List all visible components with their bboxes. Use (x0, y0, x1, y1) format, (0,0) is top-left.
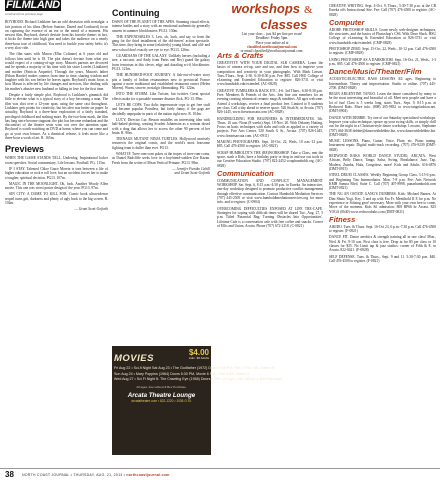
previews-heading: Previews (5, 144, 45, 155)
continued-note: continued from previous page (5, 12, 43, 16)
section-heading-arts-crafts: Arts & Crafts (217, 51, 264, 60)
class-listing: THE NG AN OSTATE GANG'S DUBBERS. Kids: Michael Barnes, At Dim Shuto Yogi, Key, 5 and up with Era Fr. Mentthold II 8 for p.m. No experience or Stiizing gear! necessary. More with your own free to come, Move of the moment. Kids Sil admission: 808 BP66 hr Arcata. 825 YOGA (0640) www.redwoodraks.com (DMT-0821) (329, 192, 436, 214)
review-paragraph: BOYHOOD. Richard Linklater has an odd obsession with nostalgia: a fair portion of his films (Before Sunrise, Dazed and Confused) focus on capturing the essence of an era or the mood of a moment. His newest film, Boyhood, doesn't deviate from his favorite theme; in fact, it kicks the theme into high gear and takes the audience on a nearly three-hour tour of childhood. You need to buckle your safety belts; it's a very slow ride. (5, 20, 108, 51)
class-listing: DANCE FIT. Dance aerobics & strength training all in one class! Mon., Wed. & Fri. 9-10 a.m. First class is free. Drop in for $5 per class or 10 classes for $35. No Limit tap & jazz studios: corner of Fifth & E. in Arcata. 822-0421. (F-0828) (329, 235, 436, 253)
footer-site-link: northcoastjournal.com (126, 472, 170, 477)
movies-ad-title: MOVIES (114, 353, 154, 364)
classifieds-right-column (329, 4, 436, 265)
continuing-item: INTO THE STORM. Like Twister, but twistier. Great special effects make for a passable summer disaster flick. PG-13. 89m. (112, 92, 210, 101)
continuing-column (112, 8, 210, 179)
class-listing: OVERCOMING DIFFICULTIES EXPOSED AT LIFE TRE-CAFE. Strategies for coping with difficult times will be shared Tue., Aug. 27, 5 p.m. Titled 'Financial Bag: Turning Obstacles Into Opportunities'. Lifetime Cafe is a conversation cafe with free coffee and snacks. Corner of Ellis and Union, Arcata. Phone (707) 672-2118. (C-0821) (217, 206, 323, 228)
filmland-logo: FILMLAND (6, 0, 60, 11)
page-footer (0, 468, 440, 480)
movies-ad-listing: Sun Aug 24 • Mary Poppins (1964) Doors 5:30 PM, Movie 6 PM • Film is $5, Rated G (114, 371, 250, 376)
continuing-item: WHAT IF. Twee rom-com pokes at the tropes of twee rom-coms, as Daniel Radcliffe seeks love in a boyfriend-sodden Zoe Kazan. Fresh from the writer of Mean Vertical Primate. PG13. 98m. (112, 152, 210, 165)
class-listing: COMMUNICATION AND CONFLICT MANAGEMENT WORKSHOP. Sat. Sept. 6, 8:15 a.m.-4:30 p.m. in Eureka. An interactive, one-day workshop designed to promote productive conflict management through effective communication. Contact Humboldt Mediation Services (707) 445-2505 or visit www.humboldtmediationservices.org for more info. and to register. (C-0904) (217, 178, 323, 205)
listing-instructions: List your class – just $4 per line per issue! Deadline: Friday 5pm. Place your online ad at classified.northcoastjournal.com or email classified@northcoastjournal.com. (240, 32, 304, 54)
movies-ad-address: arcatatheatre.com • 822-1220 • 1036 G St. (131, 398, 192, 403)
class-listing: USING PHOTOSHOP AS A DARKROOM. Sept. 16-Oct. 21, Weds., 1-3 p.m., $85. Call 476-4500 to register. (CMP-0821) (329, 57, 436, 66)
preview-item: IF I STAY. Talented Chloe Grace Moretz is torn between a life of higher education or rock n roll love, but an accident forces her to make a tougher, spiritual decision. PG13. 107m. (5, 166, 108, 180)
class-listing: DANCE WITH DEBBIE. Try one of our Saturday specialized workshops. Improve your salsa technique, spruce up your swing skills, or simply chill out for the night in a Christian-style dance workshop. Lessons, Stephanie (707) 464-3638 debbie@dancewithdebbie.biz, www.dancewithdebbie.biz. (DMT-0828) (329, 115, 436, 137)
section-heading-dance-music: Dance/Music/Theater/Film (329, 67, 422, 77)
class-listing: STEEL DRUM CLASSES. Weekly Beginning Group Class, 5:15-6 p.m. and Beginning Tim Intermediates. Mon. 7-8 p.m. Fee: Arts Network KMH Samoa Blvd. Suite C. Call (707) 407-8998, panarhumboldt.com (DMT-0821) (329, 173, 436, 191)
section-heading-computer: Computer (329, 17, 365, 27)
footer-text: NORTH COAST JOURNAL • THURSDAY, AUG. 21, 2014 • northcoastjournal.com (22, 472, 170, 477)
continuing-item: LET'S BE COPS. Two dolts impersonate cops to get free stuff and become popular. Pointless, but fairly funny, if the gags are decidedly unpopular in parts of the nation right now. R. 104m. (112, 103, 210, 116)
workshops-classes-header: workshops & classes List your class – just $4 per line per issue! Deadline: Friday 5pm. Place your online ad at classified.northcoastjournal.com or email classified@northcoastjournal.com. (217, 0, 327, 48)
preview-item: MAGIC IN THE MOONLIGHT. Oh, look. Another Woody Allen movie. This one was worst poster design of the year. PG13. 97m. (5, 181, 108, 191)
continuing-item: LUCY. Director Luc Besson muddles an interesting idea with half-baked plotting, wasting Scarlett Johansson as a woman dosed with a drug that allows her to access the other 90 percent of her brain. R. 90m. (112, 117, 210, 135)
continuing-item: TEENAGE MUTANT NINJA TURTLES. Hollywood unwisely resurrects the original comic, and the world's most fearsome fighting team is duller than ever. PG13. (112, 137, 210, 150)
classes-title: classes (260, 17, 308, 32)
class-listing: MAKING PHOTOGRAPHS. Sept. 10-Oct. 22, Weds, 10 a.m.-12 p.m. $85. Call 476-4500 to register. (AC-0821) (217, 140, 323, 149)
workshops-title: workshops (231, 1, 301, 16)
class-listing: SCRAP HUMBOLDT'S THE (RE)WORKSHOP. Take a Class, rent the space, stash a Kids, have a birthday party or drop in and use our tools in our Creative Education Studio. (707) 822-2452 scraphumboldt.org. (AC-0828) (217, 150, 323, 168)
movies-ad-note: All ages, free w/food & Bev Purchase. (136, 384, 187, 389)
class-listing: PHOTOSHOP ZERO. Sept. 15-Oct. 22, Weds., 10-12 p.m. Call 476-4500 to register. (CMP-0828) (329, 47, 436, 56)
continuing-item: GUARDIANS OF THE GALAXY. Unlikely heroes (including a tree, a raccoon, and Andy from Parks and Rec) guard the galaxy from terrorism in this clever, edgy and dazzling sci-fi blockbuster. PG13. 121m. (112, 54, 210, 71)
classifieds-left-column (217, 50, 323, 230)
class-listing: REDWOOD RAKS WORLD DANCE STUDIO, ARCATA. West African, Belly Dance, Tango, Salsa, Swing, Breakdance, Jazz, Tap, Modern, Zumba, Hula, Congolese, more! Kids and Adults. 616-4876 (DMT-0915) (329, 154, 436, 171)
movies-ad-price: $4.00 Adm. $5 Adults (188, 348, 209, 360)
review-paragraph: The film starts with Mason (Ellar Coltrane) at 6 years old and follows him until he is 18. The plot doesn't deviate from what you would expect of a coming-of-age story. Mason's parents are divorced and he spends a majority of his time with his sister Lorelei (Linklater) and mother (Patricia Arquette). Through the years, Mason's father (Ethan Hawke) makes cameos from time to time, sharing wisdom and laughter with his son before he leaves again. Boyhood's main focus is how Mason is affected by life changes and stressors, like dealing with his mother's abusive new husband or falling in love for the first time. (5, 52, 108, 91)
preview-item: WHEN THE GAME STANDS TALL. Underdog. Inspirational locker room speeches. Social commentary. Life lessons. Football. PG. 115m. (5, 156, 108, 165)
continuing-item: THE HUNDRED-FOOT JOURNEY. A fish-out-of-water story pits a family of Indian restaurateurs new to provincial France against a more traditional and established restaurant owner (Helen Mirren). Warm, sincere, nostalgic filmmaking. PG. 122m. (112, 73, 210, 91)
class-listing: CREATIVE TUMBLERS & BACK ETC. 4-6. 3rd Thurs., 6:30-8:30 p.m. Free. Members & Friends of the Arts. Join fine arts members for an evening creating whimsical ceramic mugs & tumblers. All ages welcome. Attend 4 workshops, receive a final product free. Limited to 8 students per class. Call a day ahead to reserve space. 520 Sixth St. in Arcata. (707) 826-1445, www.fireartsarcata.com (AC-0828) (217, 88, 323, 115)
section-heading-fitness: Fitness (329, 214, 356, 224)
movies-ad (112, 346, 283, 455)
class-listing: ACOUSTIC/ELECTRIC BASS LESSONS All ages. Beginning to Intermediate. Theory and improvisation. Studio or online. (707) 445-2700. (DMT-0828) (329, 77, 436, 90)
page-number: 38 (5, 470, 14, 479)
continuing-item: THE EXPENDABLES 3. Lets, ok, look, and say so from the gang for the third installment of the old-timers' action spectacle. This time, they bring in some (relatively) young blood, and old- and new-school don't exactly see eye to eye. PG13. 126m. (112, 34, 210, 52)
section-heading-communication: Communication (217, 168, 274, 178)
class-listing: SELF DEFENSE. Tues. & Thurs., Sept. 9 and 11. 5:30-7:30 p.m. $40. Call 476-4500 to register. (F-0821) (329, 254, 436, 263)
class-listing: CREATIVITY WITH YOUR DIGITAL SLR CAMERA. Learn the basics of camera set-up, care and use, and then how to improve your composition and creativity in your photographs. With Mark Larson. Tues./Thurs., Sept. 2-30, 6:30-8:30 p.m. Fee: $85. Call HSU College of eLearning and Extended Education to register: 826-3731 or visit www.humboldt.edu/extended. (AC-0828) (217, 61, 323, 87)
continuing-byline: — Jennifer Fumiko Cahill and Grant Scott-Goforth (172, 166, 210, 176)
continuing-item: DAWN OF THE PLANET OF THE APES. Stunning visual effects, intense battles and a story with an emotional authenticity generally unseen in summer blockbusters. PG13. 130m. (112, 20, 210, 33)
class-listing: MUSIC LESSONS. Piano, Guitar, Voice, Flute, etc. Piano tuning. Instrument repair. Digital multi-track recording. (707) 476-9239 (DMT-0828) (329, 139, 436, 152)
preview-item: SIN CITY: A DAME TO KILL FOR. Comic book ultraviolence sequel turns grit, darkness and plenty of ugly back to the big screen. R. 102m. (5, 192, 108, 205)
filmland-column (5, 0, 108, 215)
movies-ad-listing: Wed Aug 27 • Sci Fi Night ft. The Crawling Eye (1958) Doors 6 PM • All ages, free w/food & Bev Purchase (114, 377, 283, 382)
class-listing: HANDBUILDING FOR BEGINNERS & INTERMEDIATES. 5th. Thurs. 10 a.m.-Noon (8 weeks) Sept. 18-Nov. 20. With Delaney Hutting. Focus on basic techniques with slabs and coils as applied to a variety of projects. Fire Arts Center, 520 South G St., Arcata. (707) 826-1445, www.fireartsarcata.com. (AC-0911) (217, 116, 323, 138)
review-paragraph: Despite a fairly simple plot, Boyhood is Linklater's gimmick did little to elevate what is a typical story of a boy becoming a man. The film was shot over a 12-year span, using the same cast throughout. Linklater gets points for creativity, but his idea was better on paper. In actuality, Boyhood is a three-hour exploration of a fairly standard, privileged childhood and nothing more. By the two-hour mark, the film has long since become stagnant: the plot has become redundant and the discomfort of the theater seats wins out over the attention span. Boyhood is worth watching on DVD at home, where you can come and go at your own leisure. As a theatrical release, it feels more like a three-hour a work of art. R. 165m. (5, 93, 108, 141)
class-listing: ADOBE PHOTOSHOP SKILLS. Learn newly web-designer techniques, file structures, and the basics of Photoshop's CS6. With Dave Slack. HSU College of eLearning & Extended Education at 826-3731 or visit www.humboldt.edu/extended. (CMP-0828) (329, 27, 436, 45)
arcata-theatre-logo: Arcata Theatre Lounge (127, 391, 196, 399)
class-listing: CREATIVE WRITING. Sept. 4-Oct. 9, Thurs., 5:30-7:30 p.m. at the CR Eureka offs Instructional Site. Fee: Call (707) 476-4500 to register. (AC-0828) (329, 4, 436, 17)
continuing-heading: Continuing (112, 8, 160, 18)
movies-ad-listing: Fri Aug 22 • Sci-fi Night Sat Aug 23 • The Godfather (1972) Doors 6:15 PM, Film 7 PM • $5 • Rated R (114, 366, 275, 370)
class-listing: AIKIDO. Tues. & Thurs. Sept. 16-Oct 23, 6 p.m.-7:30 p.m. Call 476-4500 to register. (F-0821) (329, 224, 436, 234)
previews-byline: — Grant Scott-Goforth (74, 207, 108, 212)
class-listing: BEGIN ARGENTINE TANGO. Learn the dance considered by many to be the most interesting and beautiful of all. Meet new people and have a lot of fun! Class is 5 weeks long, starts Tues., Sept. 9, 8:15 p.m. at Redwood Raks. More info. (808) 205-9832 or www.tangofashion.net. (DMT-0904) (329, 92, 436, 114)
